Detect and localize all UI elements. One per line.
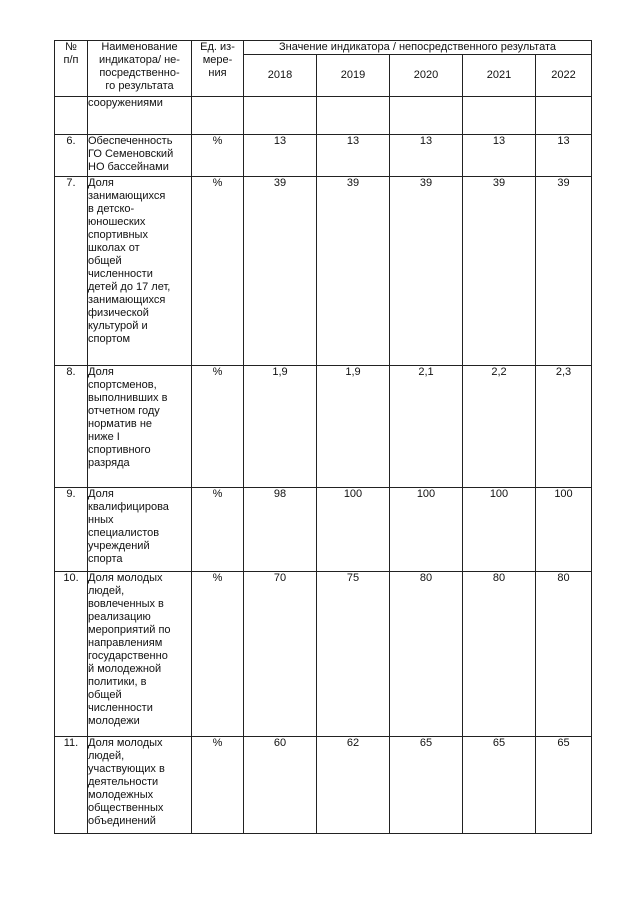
row-num: 9. (55, 488, 88, 572)
row-num (55, 97, 88, 135)
row-value: 13 (536, 135, 592, 177)
header-year: 2020 (390, 55, 463, 97)
row-unit (192, 97, 244, 135)
row-name: Доля квалифицирова нных специалистов учреждений спорта (88, 488, 192, 572)
row-value: 13 (317, 135, 390, 177)
header-year: 2019 (317, 55, 390, 97)
row-name: Доля занимающихся в детско- юношеских спортивных школах от общей численности детей до 17 лет, занимающихся физической культурой и спортом (88, 177, 192, 366)
row-num: 6. (55, 135, 88, 177)
header-unit: Ед. из- мере- ния (192, 41, 244, 97)
table-row (55, 135, 592, 177)
row-unit: % (192, 737, 244, 834)
row-value: 39 (244, 177, 317, 366)
indicator-table (54, 40, 592, 834)
row-num: 10. (55, 572, 88, 737)
row-value: 39 (317, 177, 390, 366)
row-unit: % (192, 572, 244, 737)
header-num: № п/п (55, 41, 88, 97)
header-row-top (55, 41, 592, 55)
row-value: 2,1 (390, 366, 463, 488)
row-value: 1,9 (244, 366, 317, 488)
row-value: 2,3 (536, 366, 592, 488)
row-value: 100 (463, 488, 536, 572)
row-name: Доля молодых людей, вовлеченных в реализацию мероприятий по направлениям государственно й молодежной политики, в общей численности молодежи (88, 572, 192, 737)
row-value: 13 (390, 135, 463, 177)
row-value: 65 (536, 737, 592, 834)
row-value (463, 97, 536, 135)
row-value: 1,9 (317, 366, 390, 488)
row-name: сооружениями (88, 97, 192, 135)
row-value: 65 (390, 737, 463, 834)
row-num: 7. (55, 177, 88, 366)
table-row (55, 366, 592, 488)
row-num: 11. (55, 737, 88, 834)
row-value: 70 (244, 572, 317, 737)
table-row (55, 737, 592, 834)
header-year: 2018 (244, 55, 317, 97)
row-value: 60 (244, 737, 317, 834)
header-year: 2021 (463, 55, 536, 97)
row-unit: % (192, 488, 244, 572)
row-value: 2,2 (463, 366, 536, 488)
header-name: Наименование индикатора/ не- посредственно- го результата (88, 41, 192, 97)
row-value: 80 (390, 572, 463, 737)
row-name: Обеспеченность ГО Семеновский НО бассейнами (88, 135, 192, 177)
row-num: 8. (55, 366, 88, 488)
table-row (55, 97, 592, 135)
row-value (536, 97, 592, 135)
row-value: 100 (317, 488, 390, 572)
row-value: 75 (317, 572, 390, 737)
row-value: 100 (390, 488, 463, 572)
row-unit: % (192, 366, 244, 488)
row-value: 100 (536, 488, 592, 572)
row-value (390, 97, 463, 135)
row-value (244, 97, 317, 135)
row-value: 80 (463, 572, 536, 737)
table-row (55, 488, 592, 572)
row-name: Доля молодых людей, участвующих в деятельности молодежных общественных объединений (88, 737, 192, 834)
row-value: 39 (463, 177, 536, 366)
row-unit: % (192, 177, 244, 366)
row-value: 62 (317, 737, 390, 834)
table-row (55, 177, 592, 366)
row-value (317, 97, 390, 135)
table-row (55, 572, 592, 737)
row-name: Доля спортсменов, выполнивших в отчетном году норматив не ниже I спортивного разряда (88, 366, 192, 488)
row-value: 65 (463, 737, 536, 834)
header-values-group: Значение индикатора / непосредственного результата (244, 41, 592, 55)
header-year: 2022 (536, 55, 592, 97)
row-value: 13 (244, 135, 317, 177)
row-value: 80 (536, 572, 592, 737)
row-value: 98 (244, 488, 317, 572)
row-value: 39 (390, 177, 463, 366)
row-value: 13 (463, 135, 536, 177)
row-value: 39 (536, 177, 592, 366)
row-unit: % (192, 135, 244, 177)
